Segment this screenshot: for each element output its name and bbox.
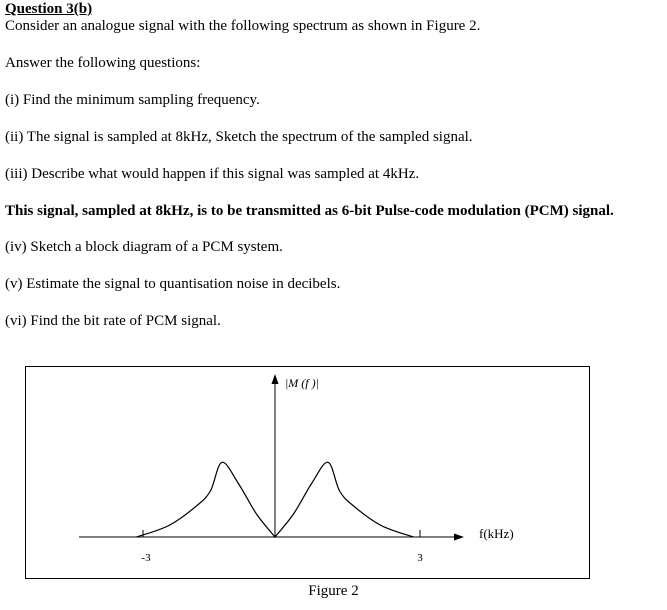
y-axis-arrowhead <box>272 374 279 384</box>
question-heading: Question 3(b) <box>5 1 93 17</box>
tick-label-neg3: -3 <box>141 552 151 564</box>
figure-2-box <box>25 366 590 579</box>
spectrum-plot <box>26 367 591 580</box>
question-item-vi: (vi) Find the bit rate of PCM signal. <box>5 313 221 329</box>
x-axis-label: f(kHz) <box>479 526 514 541</box>
question-item-i: (i) Find the minimum sampling frequency. <box>5 92 260 108</box>
x-axis-arrowhead <box>454 534 464 541</box>
question-item-iv: (iv) Sketch a block diagram of a PCM system. <box>5 239 283 255</box>
question-intro: Consider an analogue signal with the following spectrum as shown in Figure 2. <box>5 18 481 34</box>
question-item-ii: (ii) The signal is sampled at 8kHz, Sketch the spectrum of the sampled signal. <box>5 129 473 145</box>
question-item-iii: (iii) Describe what would happen if this signal was sampled at 4kHz. <box>5 166 420 182</box>
answer-prompt: Answer the following questions: <box>5 55 201 71</box>
y-axis-label: |M (f )| <box>285 376 319 390</box>
tick-label-pos3: 3 <box>417 552 423 564</box>
question-item-v: (v) Estimate the signal to quantisation noise in decibels. <box>5 276 341 292</box>
bold-statement: This signal, sampled at 8kHz, is to be transmitted as 6-bit Pulse-code modulation (PCM) signal. <box>5 203 614 219</box>
figure-caption: Figure 2 <box>308 583 359 599</box>
